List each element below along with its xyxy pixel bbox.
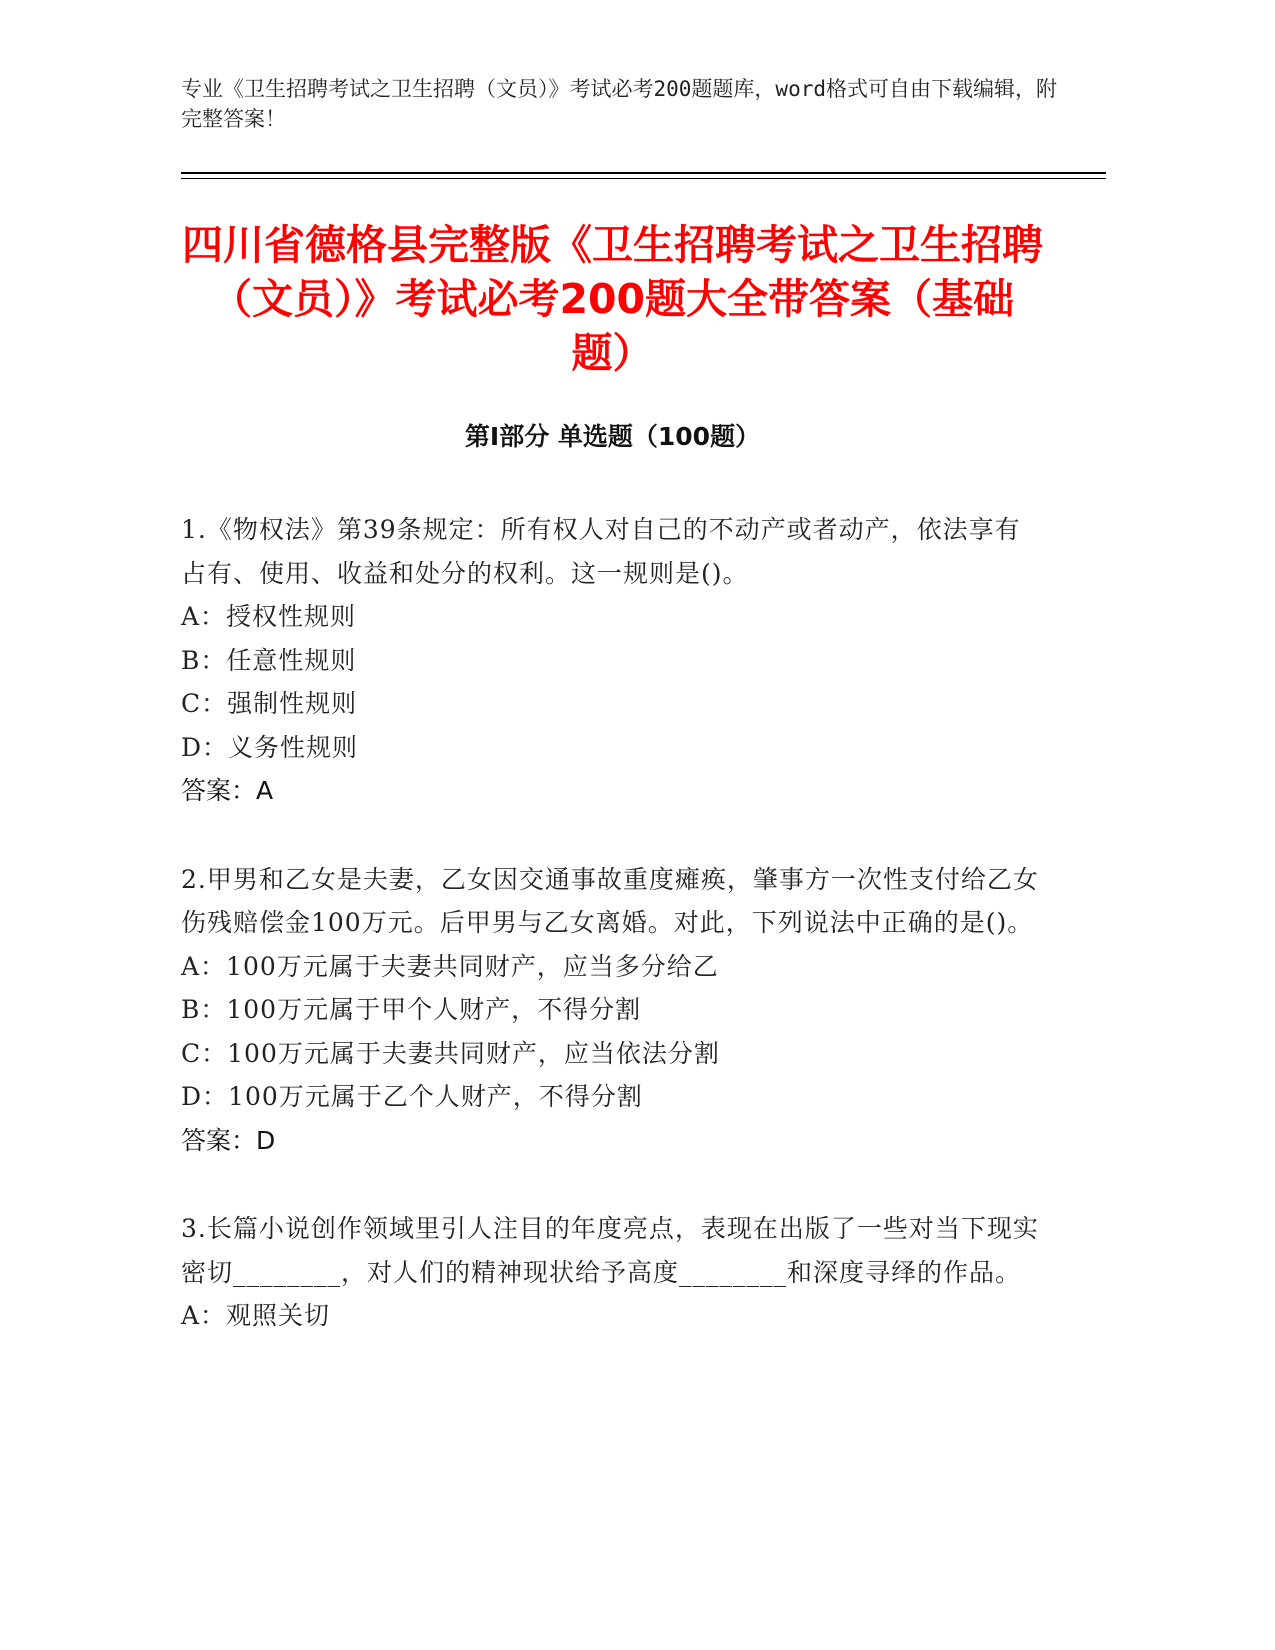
question-stem: 3.长篇小说创作领域里引人注目的年度亮点，表现在出版了一些对当下现实密切________，对人们的精神现状给予高度________和深度寻绎的作品。 xyxy=(181,1214,1039,1287)
option-c: C：100万元属于夫妻共同财产，应当依法分割 xyxy=(181,1038,720,1068)
option-b: B：100万元属于甲个人财产，不得分割 xyxy=(181,995,642,1024)
question-stem: 2.甲男和乙女是夫妻，乙女因交通事故重度瘫痪，肇事方一次性支付给乙女伤残赔偿金100万元。后甲男与乙女离婚。对此，下列说法中正确的是()。 xyxy=(181,864,1039,937)
option-c: C：强制性规则 xyxy=(181,689,358,718)
option-d: D：义务性规则 xyxy=(181,732,359,762)
question-list xyxy=(181,508,1041,1383)
header-rule-thin xyxy=(181,178,1106,179)
option-d: D：100万元属于乙个人财产，不得分割 xyxy=(181,1082,643,1111)
question-3 xyxy=(181,1207,1041,1338)
option-b: B：任意性规则 xyxy=(181,645,357,675)
question-1 xyxy=(181,508,1041,813)
option-a: A：观照关切 xyxy=(181,1301,331,1330)
answer: 答案：D xyxy=(181,1125,276,1155)
question-2 xyxy=(181,858,1041,1163)
document-title: 四川省德格县完整版《卫生招聘考试之卫生招聘（文员）》考试必考200题大全带答案（基础题） xyxy=(182,221,1043,377)
header-rule-thick xyxy=(181,172,1106,174)
option-a: A：授权性规则 xyxy=(181,602,357,631)
header-note: 专业《卫生招聘考试之卫生招聘（文员）》考试必考200题题库，word格式可自由下载编辑，附完整答案！ xyxy=(181,77,1057,131)
section-heading: 第I部分 单选题（100题） xyxy=(464,422,761,451)
answer: 答案：A xyxy=(181,776,274,805)
question-stem: 1.《物权法》第39条规定：所有权人对自己的不动产或者动产，依法享有占有、使用、收益和处分的权利。这一规则是()。 xyxy=(181,515,1021,588)
option-a: A：100万元属于夫妻共同财产，应当多分给乙 xyxy=(181,951,719,981)
